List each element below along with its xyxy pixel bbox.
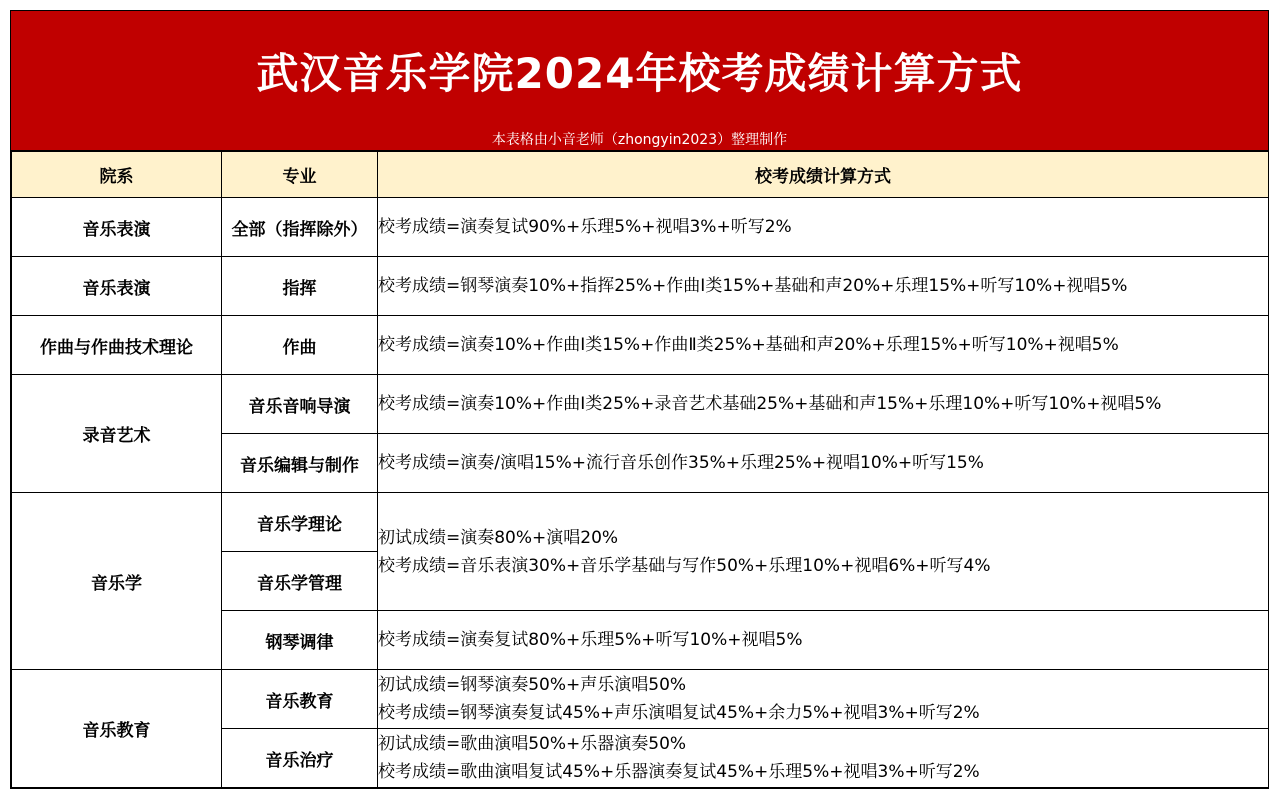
formula-line: 校考成绩=演奏10%+作曲Ⅰ类25%+录音艺术基础25%+基础和声15%+乐理10%+听写10%+视唱5% [378,394,1162,414]
formula-line: 校考成绩=歌曲演唱复试45%+乐器演奏复试45%+乐理5%+视唱3%+听写2% [378,762,980,782]
major-cell[interactable]: 作曲 [222,316,378,375]
major-cell[interactable]: 音乐教育 [222,670,378,729]
formula-cell[interactable] [378,257,1269,316]
formula-cell[interactable] [378,316,1269,375]
table-row [12,257,1269,316]
formula-cell[interactable] [378,375,1269,434]
table-row [12,375,1269,434]
major-cell[interactable]: 音乐治疗 [222,729,378,788]
formula-line: 初试成绩=歌曲演唱50%+乐器演奏50% [378,734,687,754]
formula-line: 校考成绩=演奏/演唱15%+流行音乐创作35%+乐理25%+视唱10%+听写15% [378,453,984,473]
formula-cell[interactable] [378,198,1269,257]
page-subtitle: 本表格由小音老师（zhongyin2023）整理制作 [491,132,788,148]
dept-cell[interactable]: 音乐表演 [12,198,222,257]
major-cell[interactable]: 音乐学管理 [222,552,378,611]
score-table [11,151,1269,788]
dept-cell[interactable]: 作曲与作曲技术理论 [12,316,222,375]
header-row [12,152,1269,198]
table-row [12,198,1269,257]
column-header-dept[interactable]: 院系 [12,152,222,198]
major-cell[interactable]: 钢琴调律 [222,611,378,670]
column-header-formula[interactable]: 校考成绩计算方式 [378,152,1269,198]
formula-cell[interactable] [378,611,1269,670]
page-title: 武汉音乐学院2024年校考成绩计算方式 [256,49,1023,98]
formula-cell[interactable] [378,670,1269,729]
formula-line: 校考成绩=演奏复试90%+乐理5%+视唱3%+听写2% [378,217,792,237]
formula-line: 校考成绩=音乐表演30%+音乐学基础与写作50%+乐理10%+视唱6%+听写4% [378,555,991,576]
formula-line: 校考成绩=演奏10%+作曲Ⅰ类15%+作曲Ⅱ类25%+基础和声20%+乐理15%+听写10%+视唱5% [378,335,1119,355]
major-cell[interactable]: 指挥 [222,257,378,316]
formula-line: 初试成绩=钢琴演奏50%+声乐演唱50% [378,675,687,695]
column-header-major[interactable]: 专业 [222,152,378,198]
formula-line: 校考成绩=演奏复试80%+乐理5%+听写10%+视唱5% [378,630,803,650]
formula-cell[interactable] [378,493,1269,611]
major-cell[interactable]: 音乐音响导演 [222,375,378,434]
dept-cell[interactable]: 录音艺术 [12,375,222,493]
dept-cell[interactable]: 音乐教育 [12,670,222,788]
major-cell[interactable]: 全部（指挥除外） [222,198,378,257]
title-banner [11,11,1268,151]
formula-cell[interactable] [378,434,1269,493]
formula-line: 初试成绩=演奏80%+演唱20% [378,527,619,548]
formula-line: 校考成绩=钢琴演奏10%+指挥25%+作曲Ⅰ类15%+基础和声20%+乐理15%+听写10%+视唱5% [378,276,1128,296]
table-row [12,316,1269,375]
dept-cell[interactable]: 音乐学 [12,493,222,670]
dept-cell[interactable]: 音乐表演 [12,257,222,316]
formula-line: 校考成绩=钢琴演奏复试45%+声乐演唱复试45%+余力5%+视唱3%+听写2% [378,703,980,723]
major-cell[interactable]: 音乐学理论 [222,493,378,552]
spreadsheet-sheet [10,10,1269,789]
table-row [12,493,1269,552]
formula-cell[interactable] [378,729,1269,788]
table-row [12,670,1269,729]
major-cell[interactable]: 音乐编辑与制作 [222,434,378,493]
